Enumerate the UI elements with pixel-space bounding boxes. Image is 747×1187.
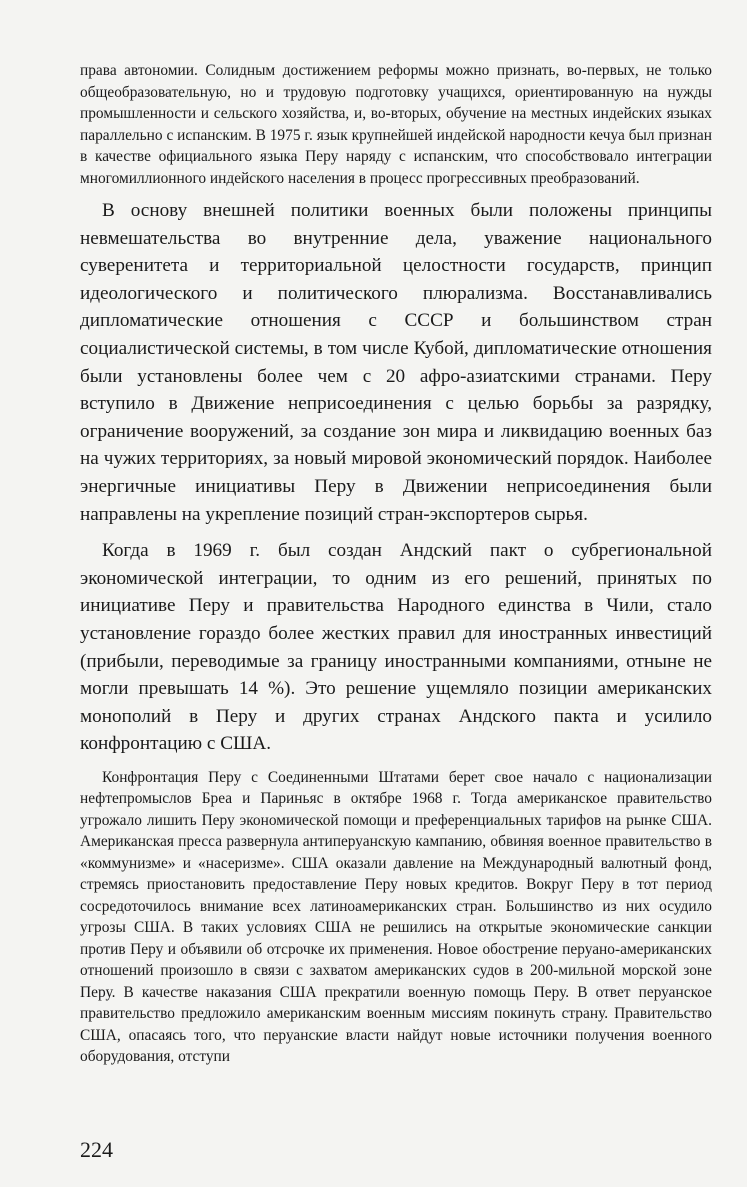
paragraph-3: Когда в 1969 г. был создан Андский пакт о субрегиональной экономической интеграции, то одним из его решений, принятых по инициативе Перу и правительства Народного единства в Чили, стало установление гораздо более жестких правил для иностранных инвестиций (прибыли, переводимые за границу иностранными компаниями, отныне не могли превышать 14 %). Это решение ущемляло позиции американских монополий в Перу и других странах Андского пакта и усилило конфронтацию с США. <box>80 540 712 755</box>
paragraph-4: Конфронтация Перу с Соединенными Штатами берет свое начало с национализации нефтепромыслов Бреа и Париньяс в октябре 1968 г. Тогда американское правительство угрожало лишить Перу экономической помощи и преференциальных тарифов на рынке США. Американская пресса развернула антиперуанскую кампанию, обвиняя военное правительство в «коммунизме» и «насеризме». США оказали давление на Международный валютный фонд, стремясь приостановить предоставление Перу новых кредитов. Вокруг Перу в тот период сосредоточилось внимание всех латиноамериканских стран. Большинство из них осудило угрозы США. В таких условиях США не решились на открытые экономические санкции против Перу и объявили об отсрочке их применения. Новое обострение перуано-американских отношений произошло в связи с захватом американских судов в 200-мильной морской зоне Перу. В качестве наказания США прекратили военную помощь Перу. В ответ перуанское правительство предложило американским военным миссиям покинуть страну. Правительство США, опасаясь того, что перуанские власти найдут новые источники получения военного оборудования, отступи <box>80 768 712 1066</box>
page-number: 224 <box>80 1137 113 1162</box>
page-body <box>80 60 712 1076</box>
paragraph-2: В основу внешней политики военных были положены принципы невмешательства во внутренние дела, уважение национального суверенитета и территориальной целостности государств, принцип идеологического и политического плюрализма. Восстанавливались дипломатические отношения с СССР и большинством стран социалистической системы, в том числе Кубой, дипломатические отношения были установлены более чем с 20 афро-азиатскими странами. Перу вступило в Движение неприсоединения с целью борьбы за разрядку, ограничение вооружений, за создание зон мира и ликвидацию военных баз на чужих территориях, за новый мировой экономический порядок. Наиболее энергичные инициативы Перу в Движении неприсоединения были направлены на укрепление позиций стран-экспортеров сырья. <box>80 200 712 525</box>
paragraph-1: права автономии. Солидным достижением реформы можно признать, во-первых, не только общеобразовательную, но и трудовую подготовку учащихся, ориентированную на нужды промышленности и сельского хозяйства, и, во-вторых, обучение на местных индейских языках параллельно с испанским. В 1975 г. язык крупнейшей индейской народности кечуа был признан в качестве официального языка Перу наряду с испанским, что способствовало интеграции многомиллионного индейского населения в процесс прогрессивных преобразований. <box>80 62 712 187</box>
